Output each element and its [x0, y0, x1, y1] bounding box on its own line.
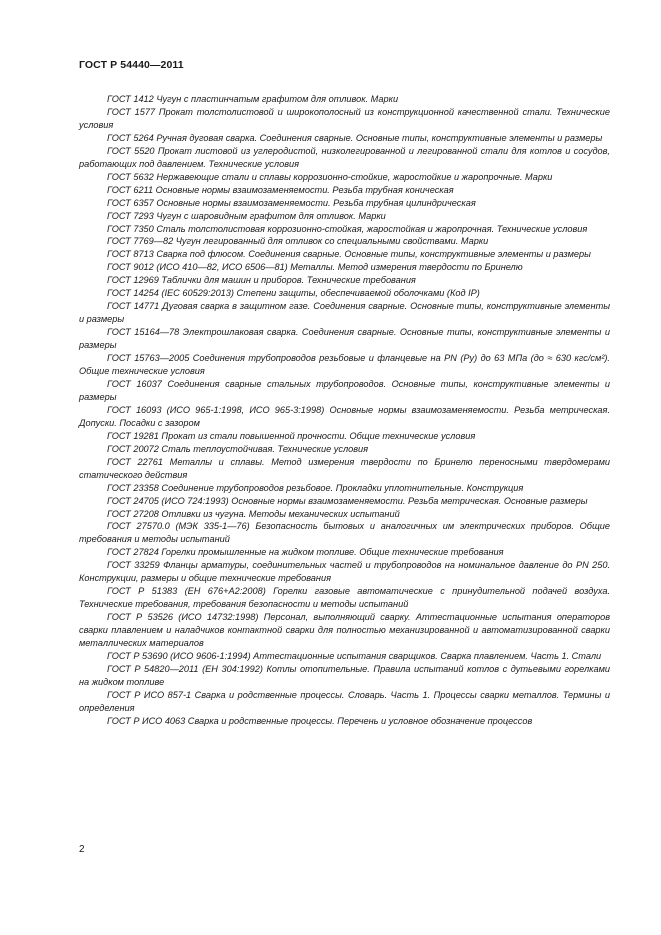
reference-item: ГОСТ 16093 (ИСО 965-1:1998, ИСО 965-3:1998) Основные нормы взаимозаменяемости. Резьба метрическая. Допуски. Посадки с зазором: [79, 404, 610, 428]
reference-item: ГОСТ 27824 Горелки промышленные на жидком топливе. Общие технические требования: [107, 547, 504, 558]
reference-item: ГОСТ 5520 Прокат листовой из углеродистой, низколегированной и легированной стали для котлов и сосудов, работающих под давлением. Технические условия: [79, 145, 610, 169]
reference-item: ГОСТ 12969 Таблички для машин и приборов. Технические требования: [107, 275, 416, 286]
reference-item: ГОСТ 7769—82 Чугун легированный для отливок со специальными свойствами. Марки: [107, 236, 489, 247]
document-header: ГОСТ Р 54440—2011: [79, 59, 184, 71]
reference-item: ГОСТ 7293 Чугун с шаровидным графитом для отливок. Марки: [107, 210, 386, 221]
reference-item: ГОСТ 1412 Чугун с пластинчатым графитом для отливок. Марки: [107, 94, 399, 104]
reference-item: ГОСТ 9012 (ИСО 410—82, ИСО 6506—81) Металлы. Метод измерения твердости по Бринелю: [107, 262, 523, 273]
reference-item: ГОСТ 16037 Соединения сварные стальных трубопроводов. Основные типы, конструктивные элементы и размеры: [79, 378, 610, 402]
reference-item: ГОСТ 5632 Нержавеющие стали и сплавы коррозионно-стойкие, жаростойкие и жаропрочные. Марки: [107, 171, 553, 182]
reference-item: ГОСТ 6357 Основные нормы взаимозаменяемости. Резьба трубная цилиндрическая: [107, 197, 476, 208]
reference-item: ГОСТ 23358 Соединение трубопроводов резьбовое. Прокладки уплотнительные. Конструкция: [107, 482, 524, 493]
reference-item: ГОСТ 14254 (IEC 60529:2013) Степени защиты, обеспечиваемой оболочками (Код IP): [107, 288, 480, 299]
reference-item: ГОСТ 33259 Фланцы арматуры, соединительных частей и трубопроводов на номинальное давление до PN 250. Конструкции, размеры и общие технические требования: [79, 560, 610, 584]
reference-item: ГОСТ Р 53690 (ИСО 9606-1:1994) Аттестационные испытания сварщиков. Сварка плавлением. Часть 1. Стали: [107, 650, 602, 661]
reference-item: ГОСТ 5264 Ручная дуговая сварка. Соединения сварные. Основные типы, конструктивные элементы и размеры: [107, 132, 603, 143]
reference-item: ГОСТ 8713 Сварка под флюсом. Соединения сварные. Основные типы, конструктивные элементы и размеры: [107, 249, 591, 260]
reference-item: ГОСТ 7350 Сталь толстолистовая коррозионно-стойкая, жаростойкая и жаропрочная. Технические условия: [107, 223, 588, 234]
reference-item: ГОСТ Р ИСО 4063 Сварка и родственные процессы. Перечень и условное обозначение процессов: [107, 715, 533, 726]
reference-item: ГОСТ 27208 Отливки из чугуна. Методы механических испытаний: [107, 508, 400, 519]
reference-item: ГОСТ 15164—78 Электрошлаковая сварка. Соединения сварные. Основные типы, конструктивные элементы и размеры: [79, 327, 610, 351]
reference-item: ГОСТ 24705 (ИСО 724:1993) Основные нормы взаимозаменяемости. Резьба метрическая. Основные размеры: [107, 495, 588, 506]
reference-item: ГОСТ Р 54820—2011 (ЕН 304:1992) Котлы отопительные. Правила испытаний котлов с дутьевыми горелками на жидком топливе: [79, 663, 610, 687]
normative-references-list: [79, 93, 610, 728]
reference-item: ГОСТ 6211 Основные нормы взаимозаменяемости. Резьба трубная коническая: [107, 184, 454, 195]
reference-item: ГОСТ 15763—2005 Соединения трубопроводов резьбовые и фланцевые на PN (Pу) до 63 МПа (до ≈ 630 кгс/см²). Общие технические условия: [79, 353, 610, 377]
reference-item: ГОСТ 20072 Сталь теплоустойчивая. Технические условия: [107, 443, 369, 454]
reference-item: ГОСТ 19281 Прокат из стали повышенной прочности. Общие технические условия: [107, 430, 476, 441]
reference-item: ГОСТ 22761 Металлы и сплавы. Метод измерения твердости по Бринелю переносными твердомерами статического действия: [79, 456, 610, 480]
reference-item: ГОСТ Р 53526 (ИСО 14732:1998) Персонал, выполняющий сварку. Аттестационные испытания операторов сварки плавлением и наладчиков контактной сварки для полностью механизированной и автоматизированной сварки металлических материалов: [79, 612, 610, 649]
reference-item: ГОСТ 27570.0 (МЭК 335-1—76) Безопасность бытовых и аналогичных им электрических приборов. Общие требования и методы испытаний: [79, 521, 610, 545]
reference-item: ГОСТ 1577 Прокат толстолистовой и широкополосный из конструкционной качественной стали. Технические условия: [79, 106, 610, 130]
reference-item: ГОСТ 14771 Дуговая сварка в защитном газе. Соединения сварные. Основные типы, конструктивные элементы и размеры: [79, 301, 610, 325]
reference-item: ГОСТ Р 51383 (ЕН 676+А2:2008) Горелки газовые автоматические с принудительной подачей воздуха. Технические требования, требования безопасности и методы испытаний: [79, 586, 610, 610]
reference-item: ГОСТ Р ИСО 857-1 Сварка и родственные процессы. Словарь. Часть 1. Процессы сварки металлов. Термины и определения: [79, 689, 610, 713]
page-number: 2: [79, 844, 85, 855]
